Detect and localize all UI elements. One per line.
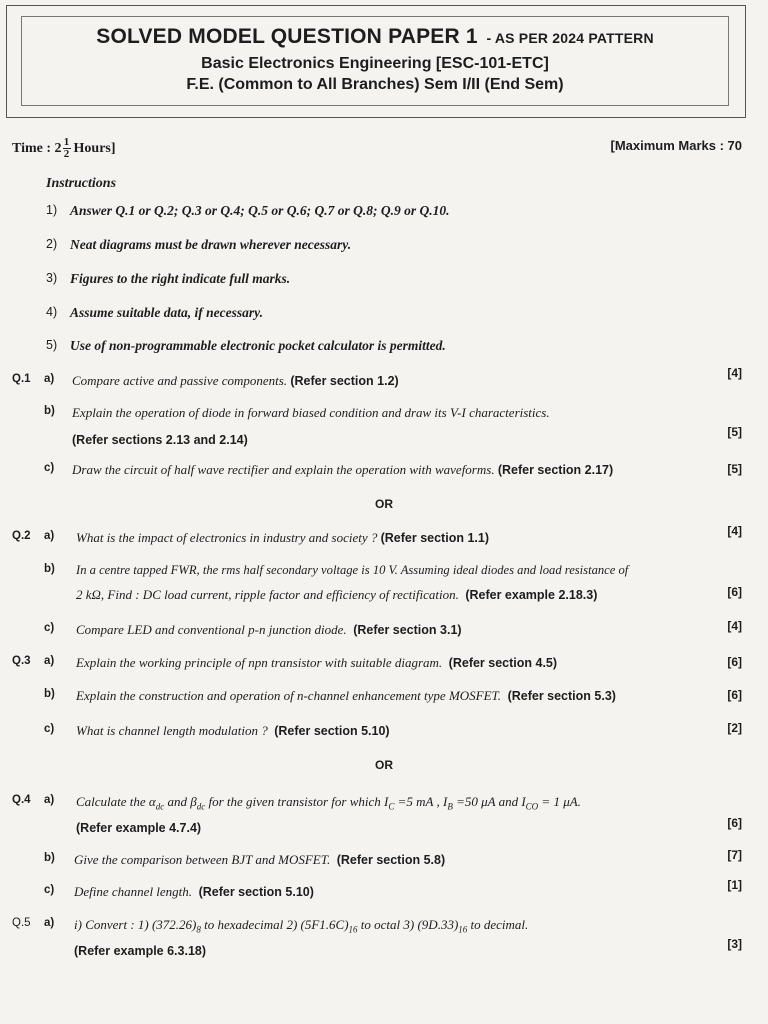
instruction-item — [46, 271, 290, 287]
part-label: a) — [44, 373, 55, 385]
part-label: c) — [44, 723, 55, 735]
class-line: F.E. (Common to All Branches) Sem I/II (End Sem) — [186, 76, 564, 93]
subscript: C — [388, 801, 395, 812]
question-text — [76, 723, 676, 739]
marks: [6] — [727, 655, 742, 669]
instruction-number: 1) — [46, 203, 58, 217]
question-body: Define channel length. — [74, 884, 193, 899]
marks: [6] — [727, 688, 742, 702]
subject-line: Basic Electronics Engineering [ESC-101-ETC] — [201, 55, 549, 72]
subscript: 8 — [196, 924, 201, 935]
text-fragment: and β — [164, 794, 197, 809]
marks: [6] — [727, 585, 742, 599]
fraction-numerator: 1 — [63, 136, 70, 148]
question-text — [76, 688, 716, 704]
part-label: c) — [44, 462, 55, 474]
text-fragment: for the given transistor for which I — [205, 794, 389, 809]
marks: [5] — [727, 462, 742, 476]
header-inner-border — [21, 16, 729, 106]
reference: (Refer example 4.7.4) — [76, 821, 202, 835]
question-number: Q.2 — [12, 530, 31, 542]
text-fragment: to decimal. — [467, 917, 529, 932]
subscript: 16 — [458, 924, 468, 935]
part-label: a) — [44, 530, 55, 542]
text-fragment: i) Convert : 1) (372.26) — [74, 917, 197, 932]
question-text — [72, 373, 672, 389]
instruction-number: 2) — [46, 237, 58, 251]
reference: (Refer section 1.2) — [290, 374, 399, 388]
instruction-text: Use of non-programmable electronic pocket calculator is permitted. — [70, 338, 446, 353]
marks: [7] — [727, 848, 742, 862]
time-fraction — [63, 137, 71, 160]
time-unit: Hours] — [73, 140, 116, 156]
marks: [4] — [727, 366, 742, 380]
reference: (Refer example 2.18.3) — [465, 588, 598, 602]
question-text — [74, 852, 674, 868]
instruction-text: Neat diagrams must be drawn wherever necessary. — [70, 237, 352, 252]
question-number: Q.5 — [12, 917, 31, 929]
part-label: b) — [44, 852, 55, 864]
instruction-item — [46, 305, 263, 321]
question-number: Q.4 — [12, 794, 31, 806]
question-body: Explain the working principle of npn transistor with suitable diagram. — [76, 655, 443, 670]
reference: (Refer section 2.17) — [497, 463, 614, 477]
instruction-number: 4) — [46, 305, 58, 319]
question-body-continued: 2 kΩ, Find : DC load current, ripple factor and efficiency of rectification. — [76, 587, 459, 602]
question-text — [76, 622, 676, 638]
marks: [1] — [727, 878, 742, 892]
question-number: Q.1 — [12, 373, 31, 385]
text-fragment: to octal 3) (9D.33) — [357, 917, 459, 932]
question-body: Compare active and passive components. — [72, 373, 288, 388]
part-label: c) — [44, 884, 55, 896]
question-body: Explain the operation of diode in forward biased condition and draw its V-I characteristics. — [72, 405, 550, 420]
instruction-text: Assume suitable data, if necessary. — [70, 305, 264, 320]
question-body: Explain the construction and operation of n-channel enhancement type MOSFET. — [76, 688, 502, 703]
reference: (Refer section 5.10) — [274, 724, 390, 738]
part-label: c) — [44, 622, 55, 634]
time-allowed — [12, 137, 116, 160]
reference: (Refer sections 2.13 and 2.14) — [72, 433, 248, 447]
fraction-denominator: 2 — [63, 148, 70, 160]
instruction-text: Answer Q.1 or Q.2; Q.3 or Q.4; Q.5 or Q.6; Q.7 or Q.8; Q.9 or Q.10. — [70, 203, 450, 218]
header-outer-border — [6, 5, 746, 118]
or-separator: OR — [375, 497, 393, 511]
instruction-text: Figures to the right indicate full marks. — [70, 271, 291, 286]
text-fragment: to hexadecimal 2) (5F1.6C) — [200, 917, 349, 932]
instruction-item — [46, 203, 450, 219]
reference: (Refer section 5.10) — [198, 885, 314, 899]
or-separator: OR — [375, 758, 393, 772]
question-body — [74, 917, 734, 935]
reference: (Refer section 4.5) — [448, 656, 558, 670]
text-fragment: Calculate the α — [76, 794, 156, 809]
text-fragment: = 1 μA. — [538, 794, 581, 809]
question-text — [76, 655, 716, 671]
paper-title — [22, 25, 728, 49]
subscript: dc — [196, 801, 206, 812]
subscript: 16 — [348, 924, 358, 935]
reference: (Refer section 5.3) — [507, 689, 616, 703]
part-label: a) — [44, 917, 55, 929]
title-suffix: - AS PER 2024 PATTERN — [486, 30, 654, 46]
marks: [5] — [727, 425, 742, 439]
time-label: Time : 2 — [12, 140, 62, 156]
instructions-heading: Instructions — [46, 176, 117, 191]
part-label: b) — [44, 563, 55, 575]
part-label: a) — [44, 655, 55, 667]
maximum-marks: [Maximum Marks : 70 — [610, 138, 742, 153]
reference: (Refer section 1.1) — [380, 531, 489, 545]
question-body: In a centre tapped FWR, the rms half secondary voltage is 10 V. Assuming ideal diodes and load resistance of — [76, 563, 629, 577]
question-body: Give the comparison between BJT and MOSFET. — [74, 852, 331, 867]
instruction-item — [46, 237, 351, 253]
instruction-number: 3) — [46, 271, 58, 285]
subscript: B — [447, 801, 453, 812]
subscript: CO — [525, 801, 539, 812]
marks: [4] — [727, 524, 742, 538]
question-body: What is channel length modulation ? — [76, 723, 268, 738]
reference: (Refer example 6.3.18) — [74, 944, 207, 958]
marks: [2] — [727, 721, 742, 735]
question-body: Compare LED and conventional p-n junction diode. — [76, 622, 347, 637]
instruction-number: 5) — [46, 338, 58, 352]
part-label: a) — [44, 794, 55, 806]
question-text — [72, 462, 712, 478]
question-body — [76, 794, 736, 812]
question-text — [76, 530, 676, 546]
question-body: Draw the circuit of half wave rectifier and explain the operation with waveforms. — [72, 462, 495, 477]
marks: [4] — [727, 619, 742, 633]
question-text-line-2 — [76, 587, 716, 603]
question-body: What is the impact of electronics in industry and society ? — [76, 530, 378, 545]
question-text — [74, 884, 674, 900]
part-label: b) — [44, 688, 55, 700]
instruction-item — [46, 338, 446, 354]
marks: [6] — [727, 816, 742, 830]
title-main: SOLVED MODEL QUESTION PAPER 1 — [96, 25, 478, 48]
text-fragment: =50 μA and I — [452, 794, 526, 809]
reference: (Refer section 3.1) — [353, 623, 462, 637]
marks: [3] — [727, 937, 742, 951]
text-fragment: =5 mA , I — [394, 794, 448, 809]
question-number: Q.3 — [12, 655, 31, 667]
subscript: dc — [155, 801, 165, 812]
part-label: b) — [44, 405, 55, 417]
reference: (Refer section 5.8) — [336, 853, 446, 867]
